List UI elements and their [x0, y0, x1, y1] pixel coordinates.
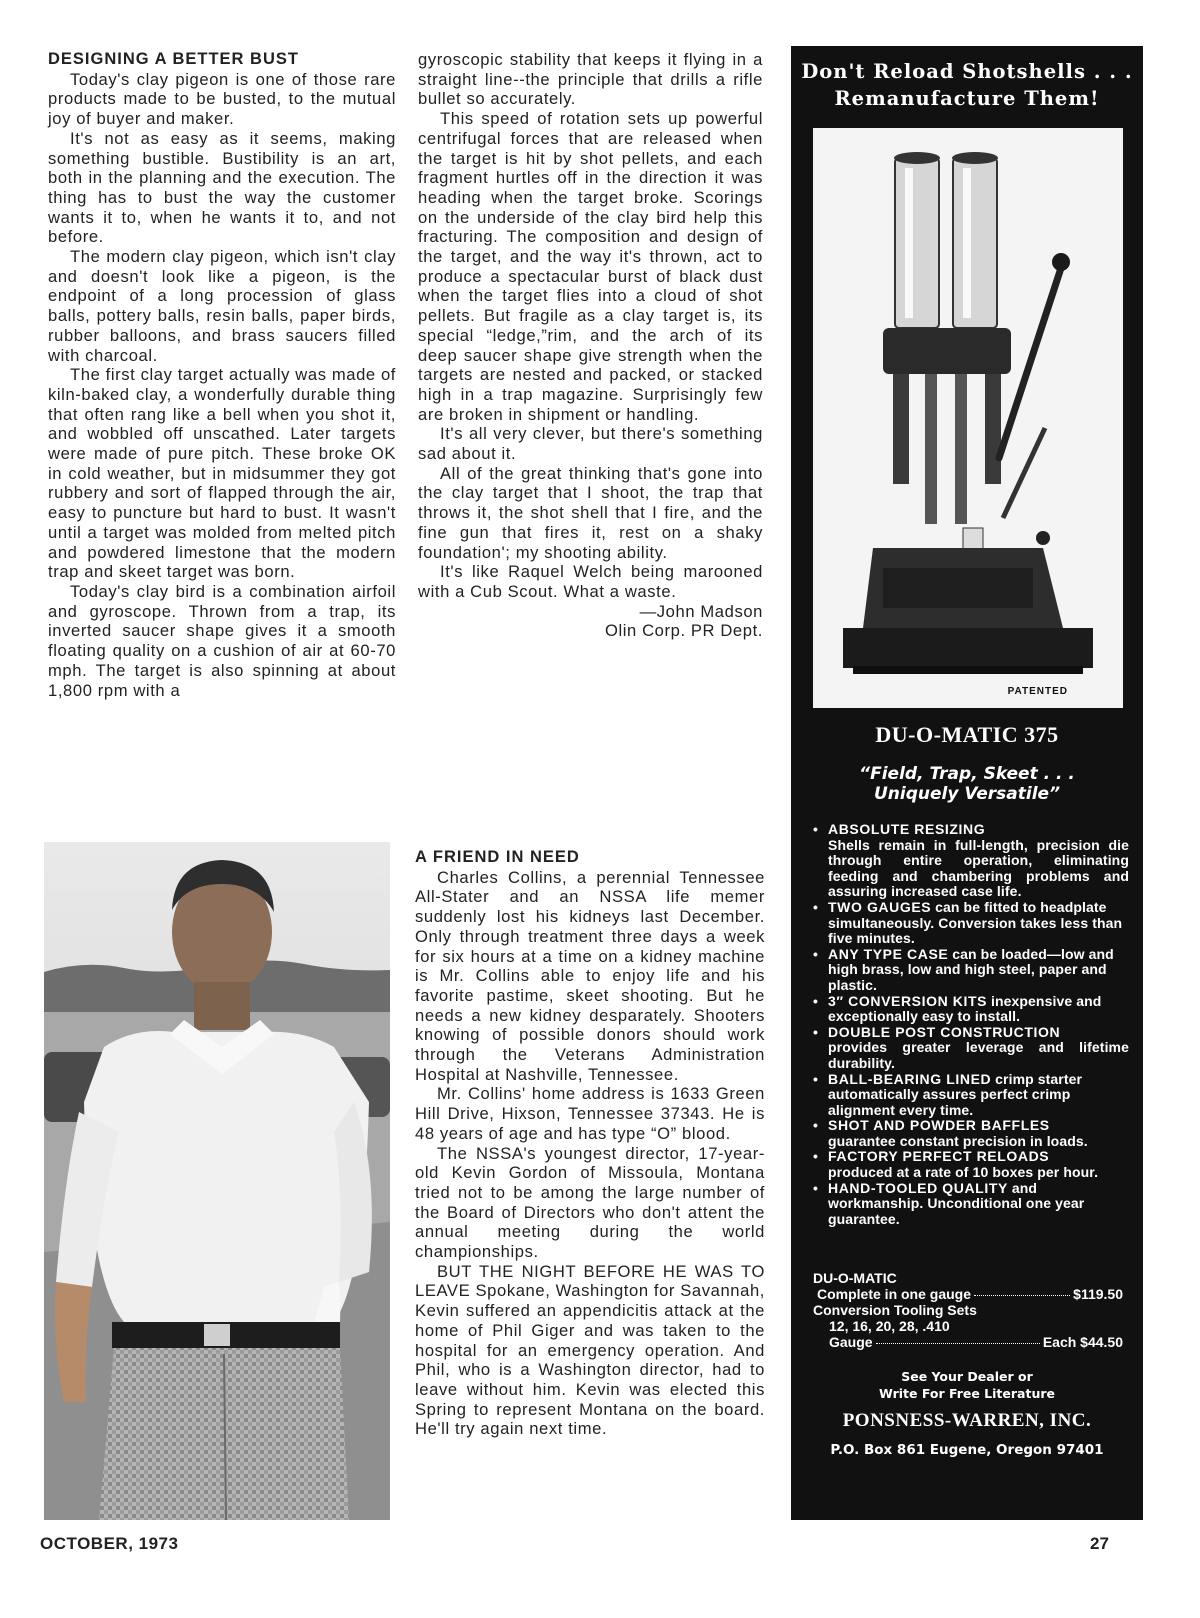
feature-description: and workmanship. Unconditional one year guarantee.: [828, 1179, 1085, 1227]
dealer-note: [791, 1368, 1143, 1402]
feature-description: inexpensive and exceptionally easy to install.: [828, 992, 1102, 1025]
feature-description: can be loaded—low and high brass, low and high steel, paper and plastic.: [828, 945, 1114, 993]
feature-description: Shells remain in full-length, precision die through entire operation, eliminating feeding and chambering problems and assuring increased case life.: [828, 836, 1129, 900]
feature-item: [811, 947, 1129, 994]
feature-description: crimp starter automatically assures perfect crimp alignment every time.: [828, 1070, 1083, 1118]
price-row: [813, 1334, 1123, 1350]
ad-tagline-line: “Field, Trap, Skeet . . .: [859, 764, 1075, 784]
ad-tagline: [791, 764, 1143, 804]
feature-title: • ABSOLUTE RESIZING: [828, 821, 986, 837]
pricing-block: [813, 1270, 1123, 1350]
feature-title: TWO GAUGES: [828, 898, 932, 915]
feature-item: [811, 1025, 1129, 1072]
price-label: Complete in one gauge: [817, 1286, 972, 1302]
feature-description: produced at a rate of 10 boxes per hour.: [828, 1164, 1099, 1181]
feature-title: HAND-TOOLED QUALITY: [828, 1179, 1008, 1196]
article-paragraph: It's not as easy as it seems, making something bustible. Bustibility is an art, both in the planning and the execution. The thing has to bust the way the customer wants it to, when he wants it to, and not before.: [48, 128, 396, 247]
feature-description: can be fitted to headplate simultaneously. Conversion takes less than five minutes.: [828, 898, 1123, 947]
portrait-photo: [44, 842, 390, 1520]
article-paragraph: gyroscopic stability that keeps it flying in a straight line--the principle that drills a rifle bullet so accurately.: [418, 50, 763, 109]
article-paragraph: Today's clay pigeon is one of those rare products made to be busted, to the mutual joy of buyer and maker.: [48, 69, 396, 129]
article-heading: DESIGNING A BETTER BUST: [48, 50, 299, 68]
article-friend-in-need: [415, 848, 765, 1439]
article-heading: A FRIEND IN NEED: [415, 848, 580, 866]
article-paragraph: Mr. Collins' home address is 1633 Green Hill Drive, Hixson, Tennessee 37343. He is 48 years of age and has type “O” blood.: [415, 1084, 765, 1143]
article-paragraph: It's like Raquel Welch being marooned with a Cub Scout. What a waste.: [418, 562, 763, 601]
article-designing-column-2: [418, 50, 763, 641]
feature-title: 3″ CONVERSION KITS: [828, 992, 988, 1009]
feature-item: [811, 1072, 1129, 1119]
article-paragraph: BUT THE NIGHT BEFORE HE WAS TO LEAVE Spokane, Washington for Savannah, Kevin suffered an appendicitis attack at the home of Phil Giger and was taken to the hospital for an emergency operation. And Phil, who is a Washington director, had to leave without him. Kevin was elected this Spring to represent Montana on the board. He'll try again next time.: [415, 1261, 765, 1439]
article-paragraph: Today's clay bird is a combination airfoil and gyroscope. Thrown from a trap, its inverted saucer shape gives it a smooth floating quality on a cushion of air at 60-70 mph. The target is also spinning at about 1,800 rpm with a: [48, 581, 396, 700]
feature-item: [811, 822, 1129, 900]
author-organization: Olin Corp. PR Dept.: [604, 621, 763, 641]
feature-title: • SHOT AND POWDER BAFFLES: [828, 1117, 1050, 1134]
company-address: P.O. Box 861 Eugene, Oregon 97401: [830, 1442, 1104, 1458]
article-paragraph: The modern clay pigeon, which isn't clay and doesn't look like a pigeon, is the endpoint of a long procession of glass balls, pottery balls, resin balls, paper birds, rubber balloons, and brass saucers filled with charcoal.: [48, 247, 396, 365]
ad-headline: Remanufacture Them!: [834, 87, 1100, 110]
feature-title: BALL-BEARING LINED: [828, 1070, 992, 1087]
pricing-title: DU-O-MATIC: [813, 1270, 897, 1286]
feature-title: ANY TYPE CASE: [828, 945, 949, 962]
author-name: —John Madson: [639, 601, 763, 621]
patented-label: PATENTED: [1007, 686, 1068, 697]
article-paragraph: The NSSA's youngest director, 17-year-old Kevin Gordon of Missoula, Montana tried not to be among the large number of the Board of Directors who don't attent the annual meeting during the world championships.: [415, 1143, 765, 1262]
article-paragraph: All of the great thinking that's gone into the clay target that I shoot, the trap that throws it, the shot shell that I fire, and the fine gun that fires it, rest on a shaky foundation'; my shooting ability.: [418, 463, 763, 562]
reloader-illustration: [813, 128, 1123, 708]
price-leader: [876, 1343, 1040, 1344]
price-value: $119.50: [1073, 1286, 1123, 1302]
price-label: Gauge: [829, 1334, 873, 1350]
portrait-illustration: [44, 842, 390, 1520]
dealer-note-line: See Your Dealer or: [901, 1369, 1033, 1384]
reloader-machine-photo: [813, 128, 1123, 708]
issue-date: OCTOBER, 1973: [40, 1534, 179, 1553]
article-paragraph: The first clay target actually was made of kiln-baked clay, a wonderfully durable thing that often rang like a bell when you shot it, and wobbled off unscathed. Later targets were made of pure pitch. These broke OK in cold weather, but in midsummer they got rubbery and sort of flapped through the air, easy to puncture but hard to bust. It wasn't until a target was molded from melted pitch and powdered limestone that the modern trap and skeet target was born.: [48, 365, 396, 582]
feature-item: [811, 1149, 1129, 1180]
article-designing-column-1: [48, 50, 396, 700]
feature-list: [811, 822, 1129, 1227]
ad-model-name: DU-O-MATIC 375: [875, 722, 1059, 747]
price-value: Each $44.50: [1042, 1334, 1123, 1350]
dealer-note-line: Write For Free Literature: [879, 1386, 1055, 1401]
feature-title: • FACTORY PERFECT RELOADS: [828, 1148, 1050, 1165]
feature-item: [811, 900, 1129, 947]
price-label: Conversion Tooling Sets: [813, 1302, 977, 1318]
price-label: 12, 16, 20, 28, .410: [829, 1318, 950, 1334]
advertisement-du-o-matic: [791, 46, 1143, 1520]
ad-headline: Don't Reload Shotshells . . .: [801, 60, 1133, 83]
article-paragraph: It's all very clever, but there's something sad about it.: [418, 424, 763, 464]
price-row: [813, 1286, 1123, 1302]
feature-title: • DOUBLE POST CONSTRUCTION: [828, 1023, 1061, 1040]
feature-description: guarantee constant precision in loads.: [828, 1132, 1088, 1149]
feature-description: provides greater leverage and lifetime durability.: [828, 1039, 1129, 1071]
article-paragraph: This speed of rotation sets up powerful centrifugal forces that are released when the target is hit by shot pellets, and each fragment hurtles off in the direction it was heading when the target broke. Scorings on the underside of the clay bird help this fracturing. The composition and design of the target, and the way it's thrown, act to produce a spectacular burst of black dust when the target flies into a cloud of shot pellets. But fragile as a clay target is, its special “ledge,”rim, and the arch of its deep saucer shape give strength when the targets are nested and packed, or stacked high in a trap magazine. Surprisingly few are broken in shipment or handling.: [418, 109, 763, 424]
company-name: PONSNESS-WARREN, INC.: [842, 1410, 1092, 1431]
ad-tagline-line: Uniquely Versatile”: [873, 784, 1061, 804]
feature-item: [811, 994, 1129, 1025]
feature-item: [811, 1181, 1129, 1228]
page-number: 27: [1090, 1534, 1109, 1553]
feature-item: [811, 1118, 1129, 1149]
price-leader: [974, 1295, 1070, 1296]
article-paragraph: Charles Collins, a perennial Tennessee All-Stater and an NSSA life memer suddenly lost his kidneys last December. Only through treatment three days a week for six hours at a time on a kidney machine is Mr. Collins able to enjoy life and his favorite pastime, skeet shooting. But he needs a new kidney desparately. Shooters knowing of possible donors should work through the Veterans Administration Hospital at Nashville, Tennessee.: [415, 867, 765, 1084]
